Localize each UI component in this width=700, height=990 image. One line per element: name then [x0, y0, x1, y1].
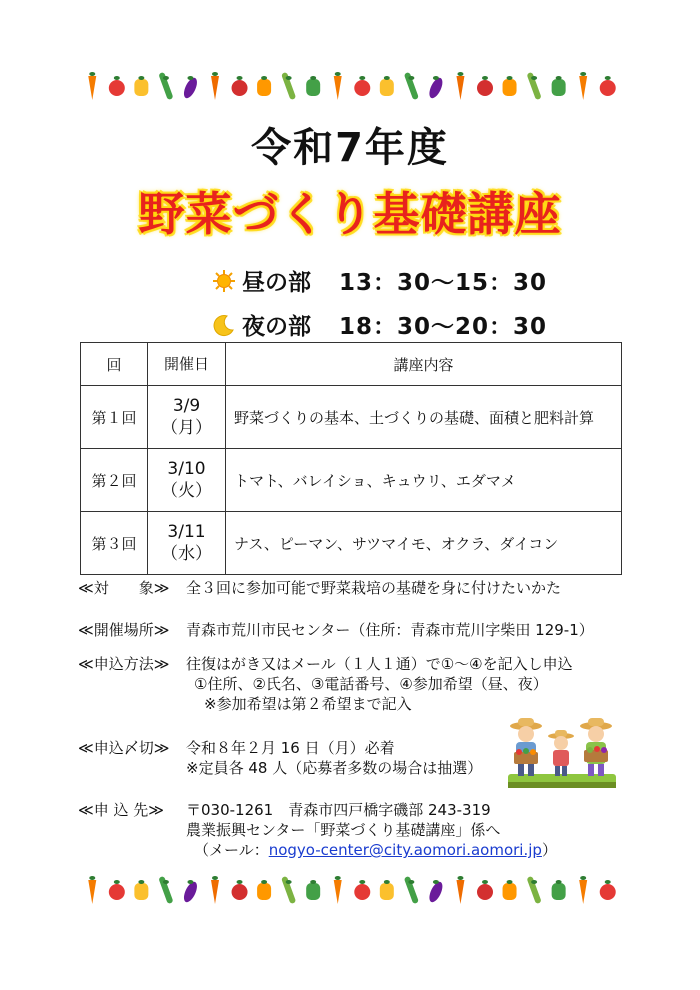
eggplant-icon [181, 76, 199, 100]
farmers-illustration [506, 708, 618, 790]
cucumber-icon [158, 876, 173, 904]
target-value: 全３回に参加可能で野菜栽培の基礎を身に付けたいかた [186, 579, 562, 597]
column-header-content: 講座内容 [226, 343, 622, 386]
tomato-icon [232, 880, 248, 900]
vegetable-border-icon [80, 872, 620, 908]
pepper-icon [306, 880, 320, 900]
email-suffix: ） [541, 841, 557, 859]
leek-icon [281, 876, 296, 904]
pepper-icon [380, 76, 394, 96]
row-date [148, 386, 226, 449]
session-day-time: 13：30～15：30 [339, 270, 548, 296]
row-content: 野菜づくりの基本、土づくりの基礎、面積と肥料計算 [226, 386, 622, 449]
tomato-icon [477, 880, 493, 900]
session-night-label: 夜の部 [242, 314, 311, 340]
apply-method: 往復はがき又はメール（１人１通）で①～④を記入し申込 [186, 655, 573, 673]
table-row [81, 386, 622, 449]
pepper-icon [257, 76, 271, 96]
tomato-icon [600, 880, 616, 900]
row-date [148, 449, 226, 512]
cucumber-icon [158, 72, 173, 100]
apply-items: ①住所、②氏名、③電話番号、④参加希望（昼、夜） [194, 675, 548, 693]
vegetable-border-bottom [80, 872, 620, 908]
course-title: 野菜づくり基礎講座 [138, 187, 562, 241]
target-section [78, 578, 561, 598]
farmers-icon [506, 708, 618, 790]
venue-value: 青森市荒川市民センター（住所：青森市荒川字柴田 129-1） [186, 621, 594, 639]
carrot-icon [579, 72, 587, 100]
contact-email-link[interactable]: nogyo-center@city.aomori.aomori.jp [268, 841, 542, 859]
target-label: ≪対 象≫ [78, 579, 170, 597]
row-date [148, 512, 226, 575]
tomato-icon [232, 76, 248, 96]
pepper-icon [552, 76, 566, 96]
pepper-icon [306, 76, 320, 96]
carrot-icon [334, 72, 342, 100]
row-date-weekday: （月） [161, 418, 212, 438]
carrot-icon [456, 72, 464, 100]
tomato-icon [600, 76, 616, 96]
moon-icon [212, 313, 236, 337]
tomato-icon [354, 76, 370, 96]
deadline-label: ≪申込〆切≫ [78, 739, 170, 757]
venue-section [78, 620, 594, 640]
row-date-weekday: （火） [161, 481, 212, 501]
row-date-day: 3/10 [167, 459, 206, 479]
column-header-no: 回 [81, 343, 148, 386]
apply-note: ※参加希望は第２希望まで記入 [204, 695, 412, 713]
carrot-icon [211, 876, 219, 904]
row-number: 第１回 [81, 386, 148, 449]
tomato-icon [477, 76, 493, 96]
row-content: ナス、ピーマン、サツマイモ、オクラ、ダイコン [226, 512, 622, 575]
vegetable-border-icon [80, 68, 620, 104]
carrot-icon [456, 876, 464, 904]
tomato-icon [354, 880, 370, 900]
pepper-icon [134, 880, 148, 900]
row-content: トマト、バレイショ、キュウリ、エダマメ [226, 449, 622, 512]
contact-office: 農業振興センター「野菜づくり基礎講座」係へ [186, 821, 501, 839]
apply-label: ≪申込方法≫ [78, 655, 170, 673]
pepper-icon [134, 76, 148, 96]
contact-email-line [78, 840, 557, 860]
cucumber-icon [404, 876, 419, 904]
session-night-time: 18：30～20：30 [339, 314, 548, 340]
column-header-date: 開催日 [148, 343, 226, 386]
apply-section [78, 654, 573, 714]
deadline-section [78, 738, 482, 778]
session-night [212, 308, 547, 341]
row-date-weekday: （水） [161, 544, 212, 564]
cucumber-icon [404, 72, 419, 100]
pepper-icon [552, 880, 566, 900]
carrot-icon [211, 72, 219, 100]
eggplant-icon [427, 76, 445, 100]
carrot-icon [88, 876, 96, 904]
row-date-day: 3/11 [167, 522, 206, 542]
vegetable-border-top [80, 68, 620, 104]
capacity-note: ※定員各 48 人（応募者多数の場合は抽選） [186, 759, 483, 777]
tomato-icon [109, 880, 125, 900]
session-day-label: 昼の部 [242, 270, 311, 296]
leek-icon [526, 72, 541, 100]
table-row [81, 449, 622, 512]
year-title: 令和7年度 [251, 125, 449, 171]
row-date-day: 3/9 [172, 396, 201, 416]
carrot-icon [88, 72, 96, 100]
carrot-icon [579, 876, 587, 904]
row-number: 第３回 [81, 512, 148, 575]
contact-section [78, 800, 557, 860]
pepper-icon [503, 880, 517, 900]
leek-icon [526, 876, 541, 904]
deadline-date: 令和８年２月 16 日（月）必着 [186, 739, 395, 757]
session-day [212, 264, 547, 297]
carrot-icon [334, 876, 342, 904]
tomato-icon [109, 76, 125, 96]
email-prefix: （メール： [194, 841, 269, 859]
table-row [81, 512, 622, 575]
eggplant-icon [427, 880, 445, 904]
table-header-row [81, 343, 622, 386]
sun-icon [212, 269, 236, 293]
schedule-table [80, 342, 622, 575]
pepper-icon [503, 76, 517, 96]
pepper-icon [380, 880, 394, 900]
row-number: 第２回 [81, 449, 148, 512]
pepper-icon [257, 880, 271, 900]
venue-label: ≪開催場所≫ [78, 621, 170, 639]
eggplant-icon [181, 880, 199, 904]
contact-address: 〒030-1261 青森市四戸橋字磯部 243-319 [186, 801, 491, 819]
leek-icon [281, 72, 296, 100]
contact-label: ≪申 込 先≫ [78, 801, 164, 819]
